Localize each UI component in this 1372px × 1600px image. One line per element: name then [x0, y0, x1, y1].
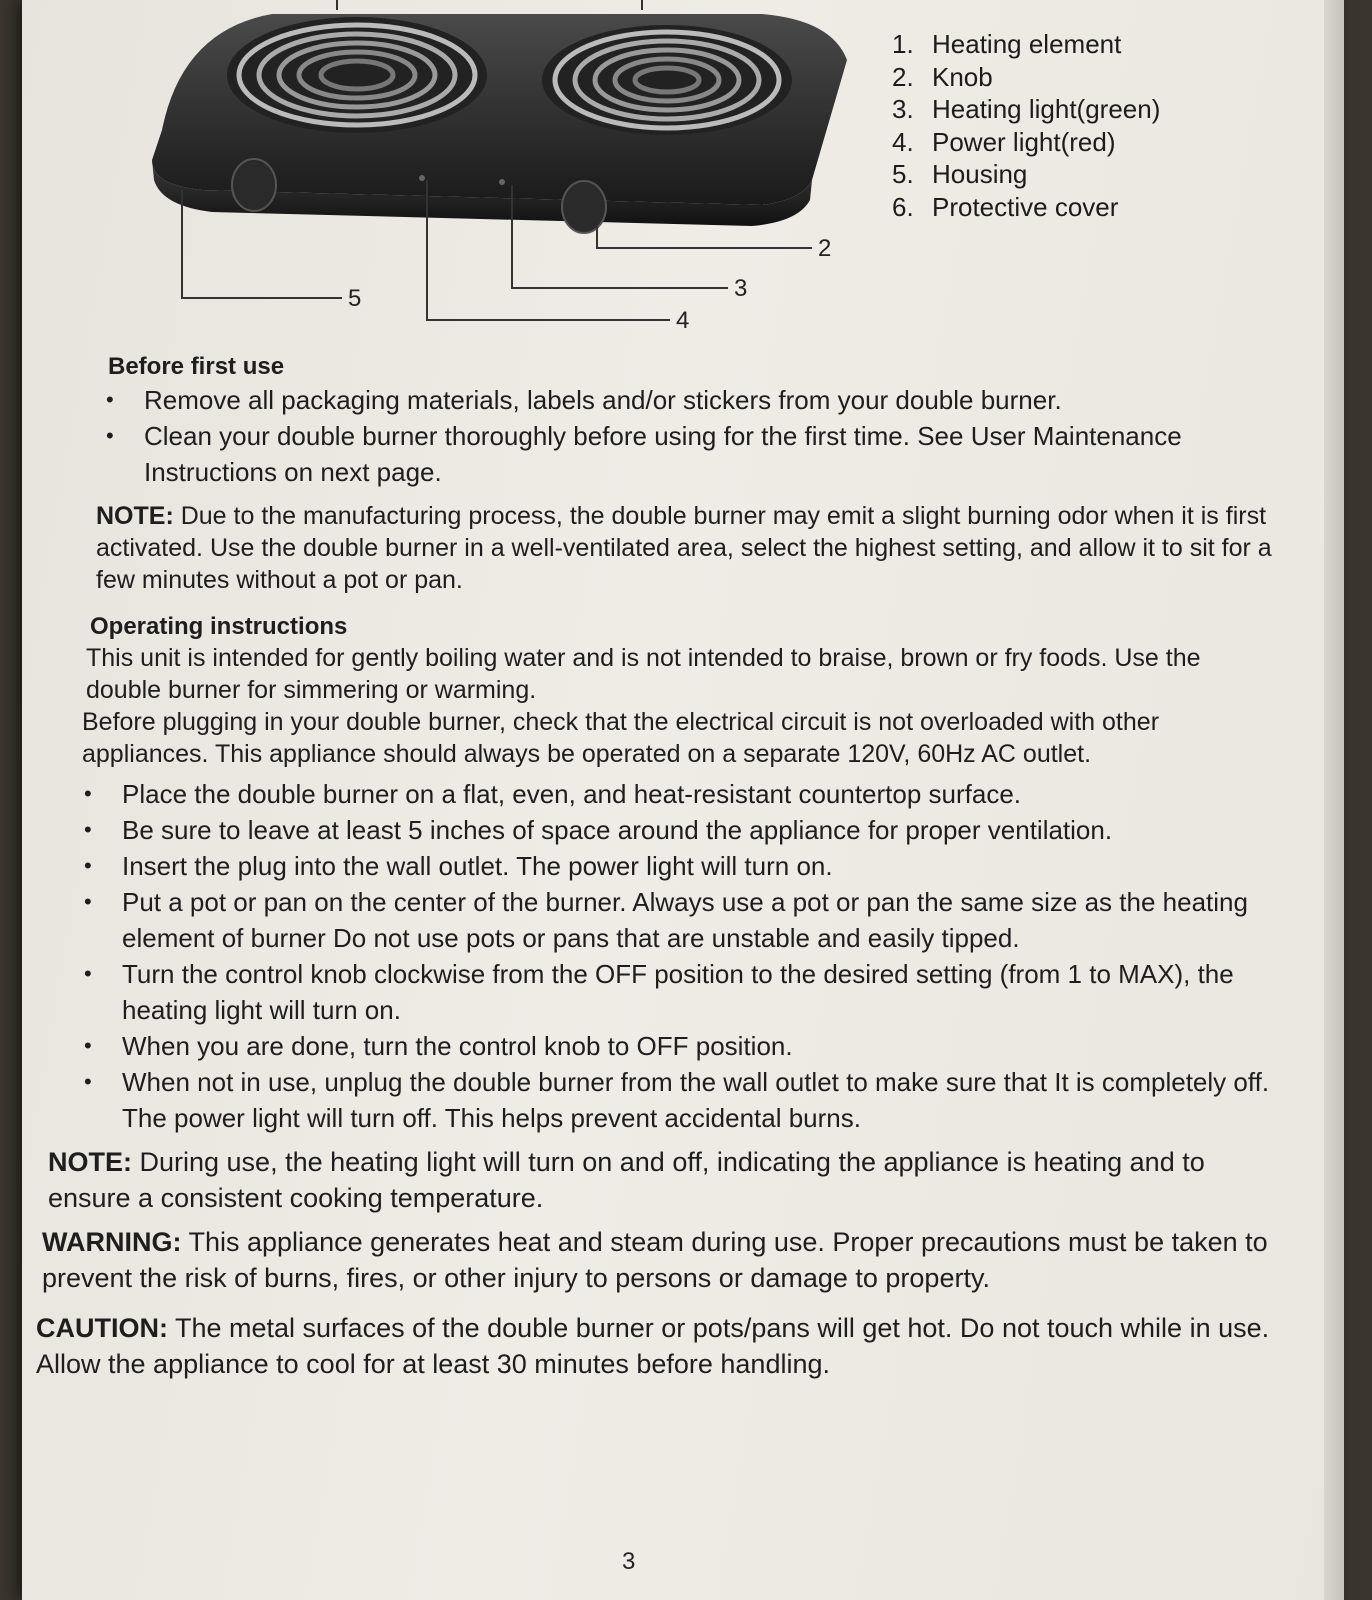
note-heating-light: NOTE: During use, the heating light will turn on and off, indicating the appliance is heating and to ensure a consistent cooking temperature. [48, 1147, 1205, 1213]
instructions-content [36, 352, 1282, 1382]
parts-list-item: 2. Knob [892, 61, 993, 92]
right-burner [542, 25, 792, 135]
parts-list [892, 28, 1222, 223]
warning-text: WARNING: This appliance generates heat and steam during use. Proper precautions must be taken to prevent the risk of burns, fires, or other injury to persons or damage to property. [42, 1227, 1268, 1293]
double-burner-illustration [122, 0, 882, 340]
double-burner-diagram [122, 0, 882, 340]
left-knob [232, 159, 276, 211]
note-label: NOTE: [48, 1147, 132, 1177]
operating-steps-list [82, 776, 1282, 1136]
callout-5: 5 [348, 285, 362, 312]
list-item: • When not in use, unplug the double burner from the wall outlet to make sure that It is completely off. The power light will turn off. This helps prevent accidental burns. [82, 1064, 1282, 1136]
list-item: • Insert the plug into the wall outlet. The power light will turn on. [82, 848, 1282, 884]
note-label: NOTE: [96, 502, 174, 530]
caution-label: CAUTION: [36, 1313, 168, 1343]
callout-2: 2 [818, 235, 832, 262]
list-item: • Remove all packaging materials, labels and/or stickers from your double burner. [104, 382, 1282, 418]
left-burner [227, 17, 487, 133]
page-number: 3 [622, 1548, 636, 1575]
parts-list-item: 1. Heating element [892, 29, 1122, 59]
page-edge [1324, 0, 1344, 1600]
callout-4: 4 [676, 307, 690, 334]
caution-text: CAUTION: The metal surfaces of the double burner or pots/pans will get hot. Do not touch while in use. Allow the appliance to cool for at least 30 minutes before handling. [36, 1313, 1270, 1379]
operating-instructions-title: Operating instructions [90, 613, 348, 640]
warning-label: WARNING: [42, 1227, 182, 1257]
list-item: • Turn the control knob clockwise from the OFF position to the desired setting (from 1 to MAX), the heating light will turn on. [82, 956, 1282, 1028]
before-first-use-title: Before first use [108, 353, 285, 380]
right-knob [562, 181, 606, 233]
before-first-use-list [104, 382, 1282, 490]
list-item: • Clean your double burner thoroughly before using for the first time. See User Maintenance Instructions on next page. [104, 418, 1282, 490]
list-item: • Put a pot or pan on the center of the burner. Always use a pot or pan the same size as the heating element of burner Do not use pots or pans that are unstable and easily tipped. [82, 884, 1282, 956]
parts-list-item: 4. Power light(red) [892, 126, 1116, 157]
parts-list-item: 6. Protective cover [892, 191, 1119, 222]
note-manufacturing: NOTE: Due to the manufacturing process, the double burner may emit a slight burning odor when it is first activated. Use the double burner in a well-ventilated area, select the highest setting, and allow it to sit for a few minutes without a pot or pan. [96, 502, 1272, 594]
parts-list-item: 5. Housing [892, 159, 1028, 189]
manual-page [22, 0, 1344, 1600]
list-item: • Place the double burner on a flat, even, and heat-resistant countertop surface. [82, 776, 1282, 812]
parts-list-item: 3. Heating light(green) [892, 94, 1161, 124]
list-item: • Be sure to leave at least 5 inches of space around the appliance for proper ventilation. [82, 812, 1282, 848]
list-item: • When you are done, turn the control knob to OFF position. [82, 1028, 1282, 1064]
callout-3: 3 [734, 275, 748, 302]
operating-circuit-note: Before plugging in your double burner, check that the electrical circuit is not overloaded with other appliances. This appliance should always be operated on a separate 120V, 60Hz AC outlet. [82, 708, 1160, 768]
operating-intro: This unit is intended for gently boiling water and is not intended to braise, brown or fry foods. Use the double burner for simmering or warming. [86, 644, 1201, 704]
